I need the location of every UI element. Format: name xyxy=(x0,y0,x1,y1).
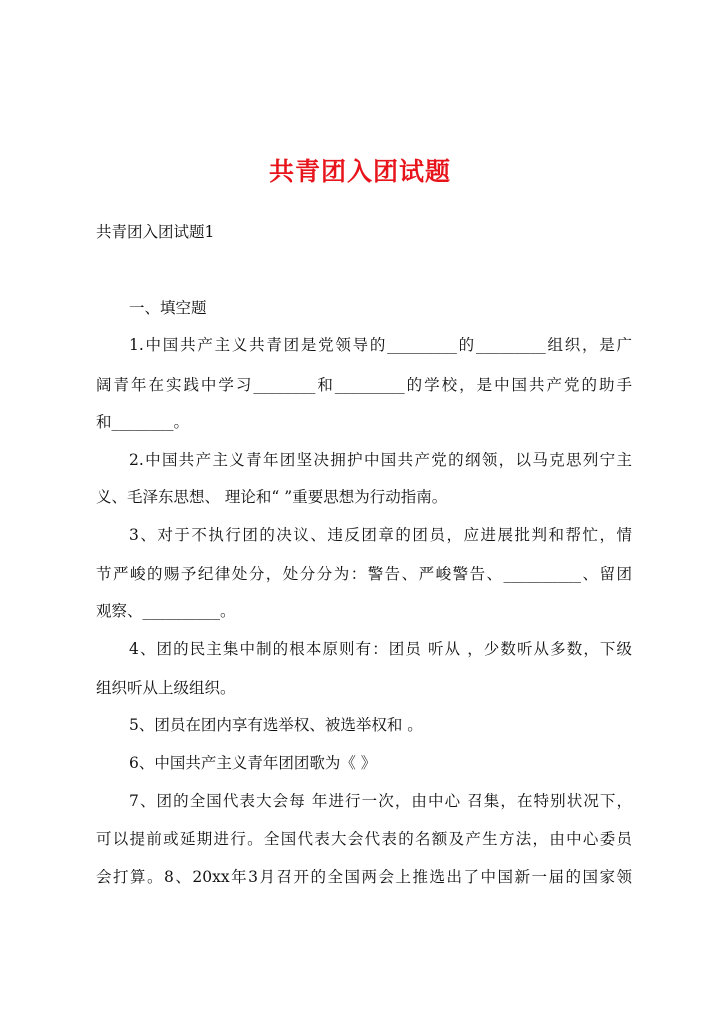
question-8-line-1: 会打算。8、20xx年3月召开的全国两会上推选出了中国新一届的国家领 xyxy=(96,868,632,886)
question-1-line-1: 1.中国共产主义共青团是党领导的_________的_________组织，是广 xyxy=(129,336,632,354)
question-4-line-1: 4、团的民主集中制的根本原则有：团员 听从 ，少数听从多数，下级 xyxy=(129,640,632,658)
question-3-line-3: 观察、__________。 xyxy=(96,602,236,620)
question-2-line-2: 义、毛泽东思想、 理论和“ ”重要思想为行动指南。 xyxy=(96,488,448,506)
question-2-line-1: 2.中国共产主义青年团坚决拥护中国共产党的纲领，以马克思列宁主 xyxy=(129,451,632,469)
question-1-line-3: 和________。 xyxy=(96,413,190,431)
question-3-line-1: 3、对于不执行团的决议、违反团章的团员，应进展批判和帮忙，情 xyxy=(129,526,632,544)
document-title: 共青团入团试题 xyxy=(268,157,451,186)
question-4-line-2: 组织听从上级组织。 xyxy=(96,679,236,697)
question-3-line-2: 节严峻的赐予纪律处分，处分分为：警告、严峻警告、__________、留团 xyxy=(96,565,632,583)
question-6-line: 6、中国共产主义青年团团歌为《 》 xyxy=(129,754,377,772)
question-7-line-2: 可以提前或延期进行。全国代表大会代表的名额及产生方法，由中心委员 xyxy=(96,830,632,848)
document-subtitle: 共青团入团试题1 xyxy=(96,223,215,241)
section-heading: 一、填空题 xyxy=(129,299,207,317)
question-1-line-2: 阔青年在实践中学习________和_________的学校，是中国共产党的助手 xyxy=(96,376,632,394)
question-5-line: 5、团员在团内享有选举权、被选举权和 。 xyxy=(129,716,423,734)
question-7-line-1: 7、团的全国代表大会每 年进行一次，由中心 召集，在特别状况下， xyxy=(129,792,632,810)
